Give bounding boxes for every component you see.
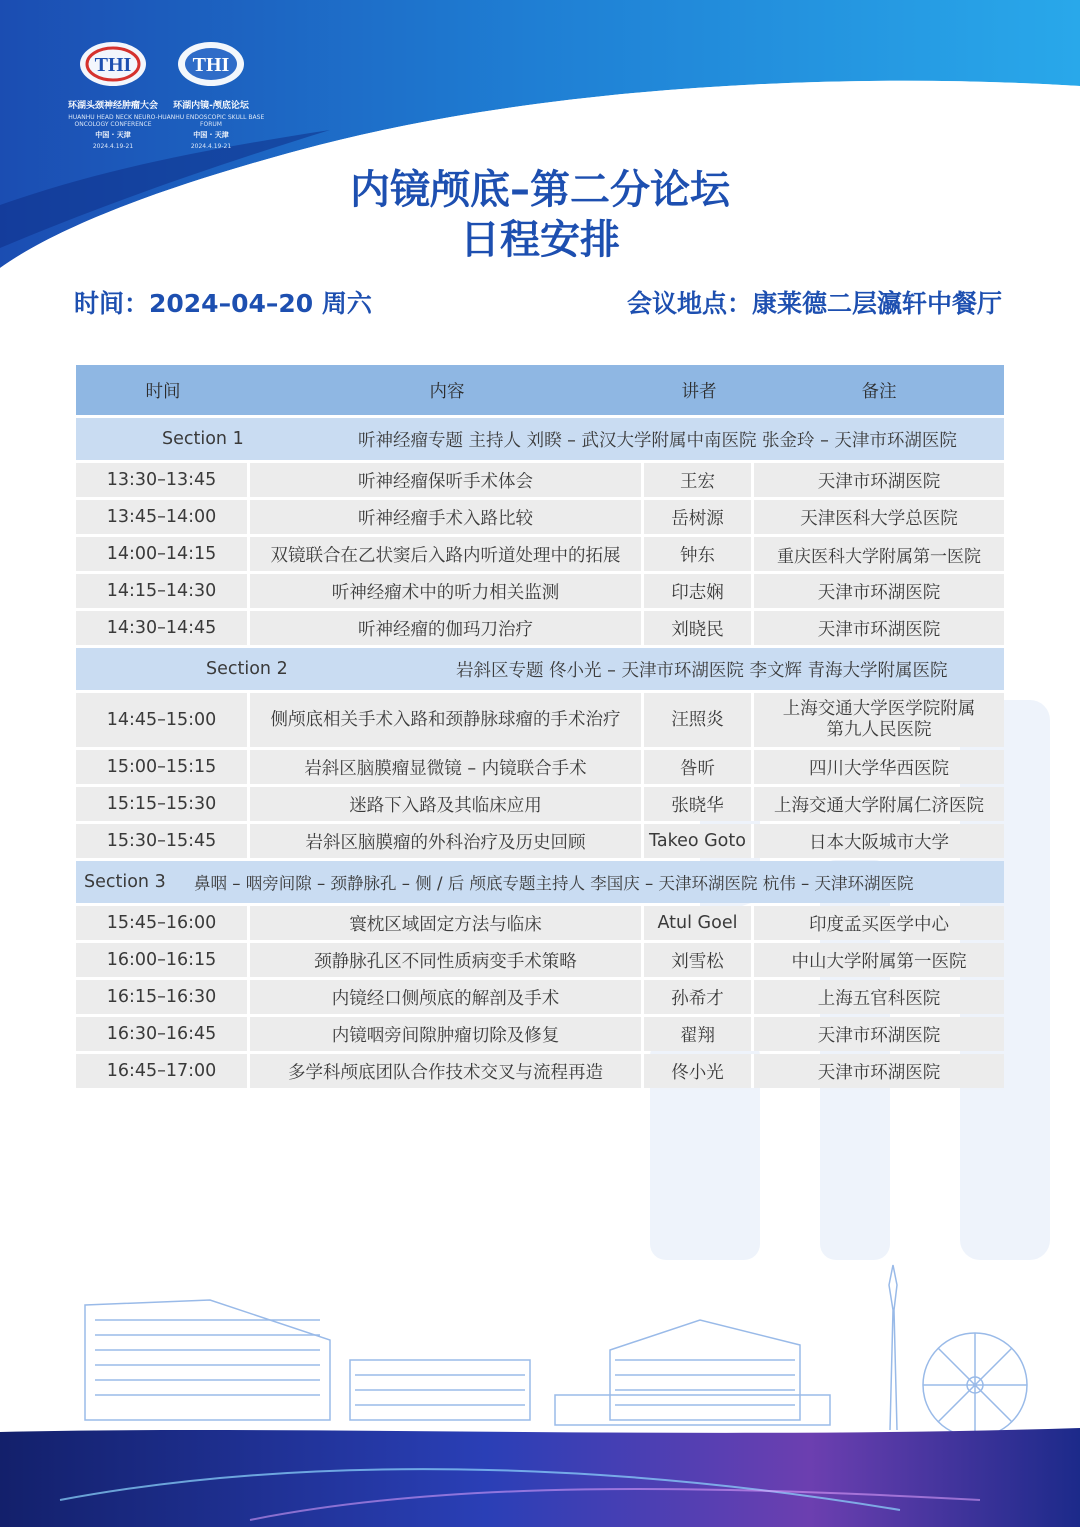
- cell-note: 天津市环湖医院: [754, 1017, 1004, 1051]
- table-row: [76, 750, 1004, 784]
- cell-note: 天津市环湖医院: [754, 574, 1004, 608]
- table-row: [76, 611, 1004, 645]
- section-row: [76, 648, 1004, 690]
- table-row: [76, 1017, 1004, 1051]
- section-description: 听神经瘤专题 主持人 刘睽 – 武汉大学附属中南医院 张金玲 – 天津市环湖医院: [358, 430, 957, 451]
- cell-speaker: Atul Goel: [644, 906, 754, 940]
- cell-speaker: 昝昕: [644, 750, 754, 784]
- cell-speaker: 翟翔: [644, 1017, 754, 1051]
- cell-speaker: Takeo Goto: [644, 824, 754, 858]
- svg-text:THI: THI: [192, 54, 230, 76]
- logo-right-date: 2024.4.19-21: [190, 143, 232, 150]
- cell-content: 内镜经口侧颅底的解剖及手术: [250, 980, 644, 1014]
- section-label: Section 1: [162, 429, 244, 449]
- cell-time: 14:00–14:15: [76, 537, 250, 571]
- header-content: 内容: [250, 365, 644, 415]
- header-note: 备注: [754, 365, 1004, 415]
- logo-right-name: 环湖内镜-颅底论坛: [173, 101, 249, 111]
- cell-speaker: 岳树源: [644, 500, 754, 534]
- cell-note: 天津市环湖医院: [754, 1054, 1004, 1088]
- cell-speaker: 佟小光: [644, 1054, 754, 1088]
- cell-time: 14:15–14:30: [76, 574, 250, 608]
- cell-note: 四川大学华西医院: [754, 750, 1004, 784]
- cell-speaker: 王宏: [644, 463, 754, 497]
- schedule-body: [76, 418, 1004, 1088]
- table-row: [76, 537, 1004, 571]
- logo-right-location: 中国 · 天津: [193, 131, 229, 139]
- cell-speaker: 印志娴: [644, 574, 754, 608]
- table-row: [76, 943, 1004, 977]
- cell-note: 日本大阪城市大学: [754, 824, 1004, 858]
- svg-text:THI: THI: [94, 54, 132, 76]
- conference-logo-right: [156, 38, 266, 150]
- table-row: [76, 1054, 1004, 1088]
- table-row: [76, 980, 1004, 1014]
- cell-speaker: 钟东: [644, 537, 754, 571]
- cell-note: 天津市环湖医院: [754, 463, 1004, 497]
- section-description: 鼻咽 – 咽旁间隙 – 颈静脉孔 – 侧 / 后 颅底专题主持人 李国庆 – 天津环湖医院 杭伟 – 天津环湖医院: [194, 874, 914, 893]
- logo-right-subtitle: HUANHU ENDOSCOPIC SKULL BASE FORUM: [157, 114, 265, 128]
- cell-content: 寰枕区域固定方法与临床: [250, 906, 644, 940]
- event-venue: 会议地点：康莱德二层瀛轩中餐厅: [626, 289, 1002, 318]
- cell-time: 15:30–15:45: [76, 824, 250, 858]
- cell-time: 15:00–15:15: [76, 750, 250, 784]
- cell-time: 15:15–15:30: [76, 787, 250, 821]
- table-row: [76, 906, 1004, 940]
- cell-time: 16:30–16:45: [76, 1017, 250, 1051]
- cell-speaker: 刘晓民: [644, 611, 754, 645]
- conference-logo-left: [58, 38, 168, 150]
- section-label: Section 3: [84, 872, 166, 892]
- cell-time: 16:00–16:15: [76, 943, 250, 977]
- header-time: 时间: [76, 365, 250, 415]
- table-row: [76, 463, 1004, 497]
- cell-note: 上海交通大学附属仁济医院: [754, 787, 1004, 821]
- cell-note: 上海五官科医院: [754, 980, 1004, 1014]
- cell-content: 多学科颅底团队合作技术交叉与流程再造: [250, 1054, 644, 1088]
- cell-content: 颈静脉孔区不同性质病变手术策略: [250, 943, 644, 977]
- page-title: 内镜颅底–第二分论坛: [350, 167, 730, 213]
- cell-time: 16:45–17:00: [76, 1054, 250, 1088]
- cell-speaker: 汪照炎: [644, 693, 754, 747]
- cell-content: 侧颅底相关手术入路和颈静脉球瘤的手术治疗: [250, 693, 644, 747]
- logo-left-date: 2024.4.19-21: [92, 143, 134, 150]
- event-time: 时间：2024–04–20 周六: [74, 289, 372, 318]
- cell-time: 14:30–14:45: [76, 611, 250, 645]
- cell-speaker: 刘雪松: [644, 943, 754, 977]
- cell-content: 听神经瘤的伽玛刀治疗: [250, 611, 644, 645]
- cell-note: 重庆医科大学附属第一医院: [754, 537, 1004, 571]
- logo-left-location: 中国 · 天津: [95, 131, 131, 139]
- cell-content: 迷路下入路及其临床应用: [250, 787, 644, 821]
- cell-content: 内镜咽旁间隙肿瘤切除及修复: [250, 1017, 644, 1051]
- section-row: [76, 861, 1004, 903]
- schedule-table: [76, 362, 1004, 1091]
- cell-note: 中山大学附属第一医院: [754, 943, 1004, 977]
- table-row: [76, 500, 1004, 534]
- table-row: [76, 787, 1004, 821]
- cell-speaker: 孙希才: [644, 980, 754, 1014]
- cell-speaker: 张晓华: [644, 787, 754, 821]
- cell-time: 13:45–14:00: [76, 500, 250, 534]
- cell-time: 13:30–13:45: [76, 463, 250, 497]
- header-speaker: 讲者: [644, 365, 754, 415]
- cell-content: 听神经瘤术中的听力相关监测: [250, 574, 644, 608]
- cell-note: 上海交通大学医学院附属 第九人民医院: [754, 693, 1004, 747]
- cell-content: 岩斜区脑膜瘤的外科治疗及历史回顾: [250, 824, 644, 858]
- logo-left-subtitle: HUANHU HEAD NECK NEURO-ONCOLOGY CONFERENCE: [68, 114, 158, 128]
- cell-time: 16:15–16:30: [76, 980, 250, 1014]
- cell-note: 印度孟买医学中心: [754, 906, 1004, 940]
- cell-time: 15:45–16:00: [76, 906, 250, 940]
- cell-content: 双镜联合在乙状窦后入路内听道处理中的拓展: [250, 537, 644, 571]
- cell-content: 听神经瘤手术入路比较: [250, 500, 644, 534]
- cell-time: 14:45–15:00: [76, 693, 250, 747]
- cell-note: 天津市环湖医院: [754, 611, 1004, 645]
- thi-logo-icon: [77, 38, 149, 90]
- cell-content: 听神经瘤保听手术体会: [250, 463, 644, 497]
- section-row: [76, 418, 1004, 460]
- page-subtitle: 日程安排: [460, 217, 620, 263]
- table-row: [76, 693, 1004, 747]
- table-row: [76, 574, 1004, 608]
- table-row: [76, 824, 1004, 858]
- cell-content: 岩斜区脑膜瘤显微镜 – 内镜联合手术: [250, 750, 644, 784]
- cell-note: 天津医科大学总医院: [754, 500, 1004, 534]
- logo-left-name: 环湖头颈神经肿瘤大会: [67, 101, 158, 111]
- table-header-row: [76, 365, 1004, 415]
- section-description: 岩斜区专题 佟小光 – 天津市环湖医院 李文辉 青海大学附属医院: [456, 660, 948, 681]
- section-label: Section 2: [206, 659, 288, 679]
- thi-logo-icon: [175, 38, 247, 90]
